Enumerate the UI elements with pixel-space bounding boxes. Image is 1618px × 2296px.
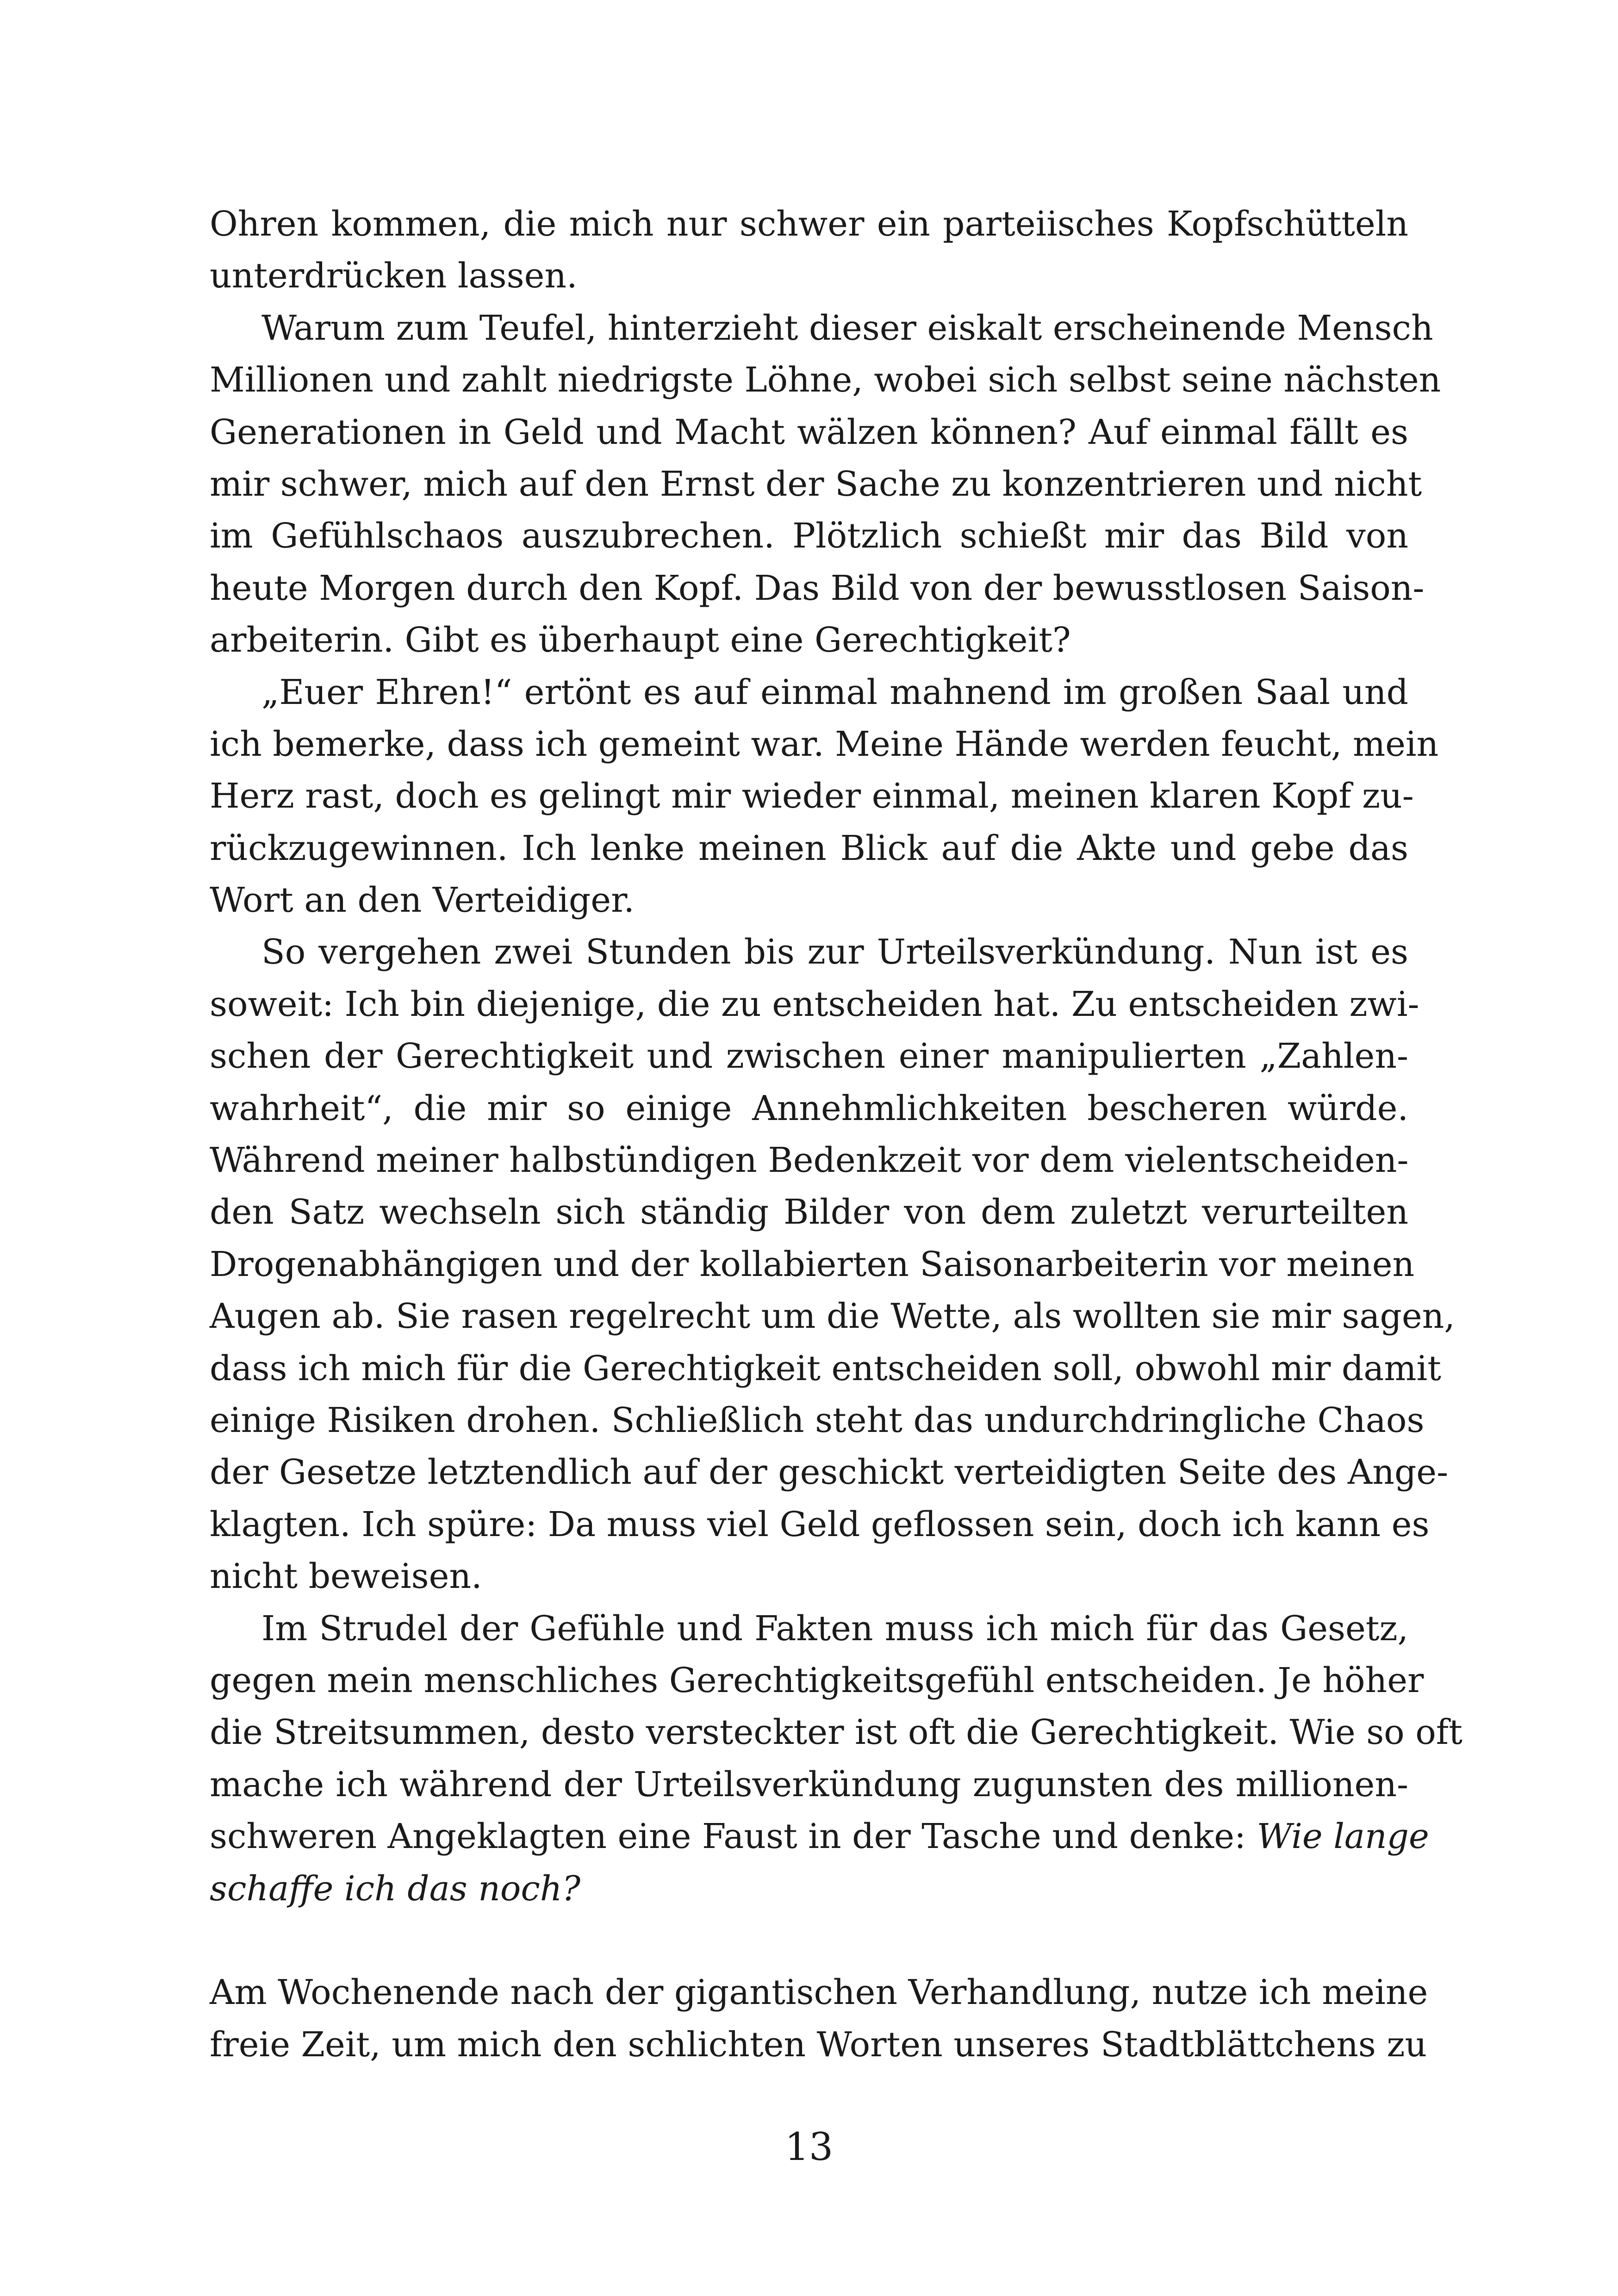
- paragraph: [210, 1603, 1462, 1915]
- text-line: „Euer Ehren!“ ertönt es auf einmal mahnend im großen Saal und: [261, 672, 1408, 712]
- text-line: gegen mein menschliches Gerechtigkeitsgefühl entscheiden. Je höher: [210, 1660, 1424, 1700]
- text-line: [210, 1811, 1429, 1862]
- body-text: [210, 198, 1462, 2071]
- text-line: Warum zum Teufel, hinterzieht dieser eiskalt erscheinende Mensch: [261, 308, 1433, 348]
- text-line: mir schwer, mich auf den Ernst der Sache zu konzentrieren und nicht: [210, 464, 1422, 504]
- text-line: im Gefühlschaos auszubrechen. Plötzlich schießt mir das Bild von: [210, 516, 1408, 556]
- text-line: Augen ab. Sie rasen regelrecht um die Wette, als wollten sie mir sagen,: [210, 1296, 1455, 1337]
- text-line: der Gesetze letztendlich auf der geschickt verteidigten Seite des Ange-: [210, 1452, 1449, 1493]
- text-line: Millionen und zahlt niedrigste Löhne, wobei sich selbst seine nächsten: [210, 360, 1441, 400]
- text-line: klagten. Ich spüre: Da muss viel Geld geflossen sein, doch ich kann es: [210, 1504, 1430, 1544]
- text-line: dass ich mich für die Gerechtigkeit entscheiden soll, obwohl mir damit: [210, 1348, 1441, 1388]
- text-line: den Satz wechseln sich ständig Bilder von dem zuletzt verurteilten: [210, 1192, 1408, 1232]
- italic-thought: Wie lange: [1257, 1817, 1429, 1857]
- paragraph: [210, 198, 1408, 302]
- text-line: Herz rast, doch es gelingt mir wieder einmal, meinen klaren Kopf zu-: [210, 776, 1414, 816]
- text-line: Während meiner halbstündigen Bedenkzeit vor dem vielentscheiden-: [210, 1140, 1409, 1181]
- text-line: mache ich während der Urteilsverkündung zugunsten des millionen-: [210, 1764, 1408, 1804]
- text-line: die Streitsummen, desto versteckter ist oft die Gerechtigkeit. Wie so oft: [210, 1712, 1462, 1753]
- text-line: ich bemerke, dass ich gemeint war. Meine Hände werden feucht, mein: [210, 724, 1439, 764]
- section-break: [210, 1915, 1408, 1966]
- text-line: Wort an den Verteidiger.: [210, 880, 635, 921]
- page-number: 13: [784, 2125, 834, 2169]
- text-line: Generationen in Geld und Macht wälzen können? Auf einmal fällt es: [210, 412, 1408, 452]
- text-line: arbeiterin. Gibt es überhaupt eine Gerechtigkeit?: [210, 620, 1071, 660]
- text-line: schen der Gerechtigkeit und zwischen einer manipulierten „Zahlen-: [210, 1036, 1408, 1076]
- italic-thought: schaffe ich das noch?: [210, 1868, 581, 1909]
- text-line: So vergehen zwei Stunden bis zur Urteilsverkündung. Nun ist es: [261, 932, 1408, 972]
- text-line: einige Risiken drohen. Schließlich steht das undurchdringliche Chaos: [210, 1400, 1425, 1440]
- text-line: Am Wochenende nach der gigantischen Verhandlung, nutze ich meine: [210, 1972, 1428, 2013]
- text-line: Drogenabhängigen und der kollabierten Saisonarbeiterin vor meinen: [210, 1244, 1415, 1284]
- text-segment: schweren Angeklagten eine Faust in der Tasche und denke:: [210, 1817, 1257, 1857]
- paragraph: [210, 666, 1439, 927]
- text-line: heute Morgen durch den Kopf. Das Bild von der bewusstlosen Saison-: [210, 568, 1425, 608]
- text-line: freie Zeit, um mich den schlichten Worten unseres Stadtblättchens zu: [210, 2024, 1427, 2065]
- paragraph: [210, 302, 1441, 666]
- text-line: nicht beweisen.: [210, 1556, 482, 1597]
- paragraph: [210, 926, 1455, 1602]
- text-line: rückzugewinnen. Ich lenke meinen Blick auf die Akte und gebe das: [210, 828, 1408, 868]
- text-line: unterdrücken lassen.: [210, 256, 578, 296]
- text-line: wahrheit“, die mir so einige Annehmlichkeiten bescheren würde.: [210, 1088, 1408, 1128]
- text-line: Ohren kommen, die mich nur schwer ein parteiisches Kopfschütteln: [210, 204, 1408, 244]
- paragraph: [210, 1966, 1428, 2071]
- text-line: Im Strudel der Gefühle und Fakten muss ich mich für das Gesetz,: [261, 1608, 1408, 1649]
- text-line: soweit: Ich bin diejenige, die zu entscheiden hat. Zu entscheiden zwi-: [210, 984, 1419, 1024]
